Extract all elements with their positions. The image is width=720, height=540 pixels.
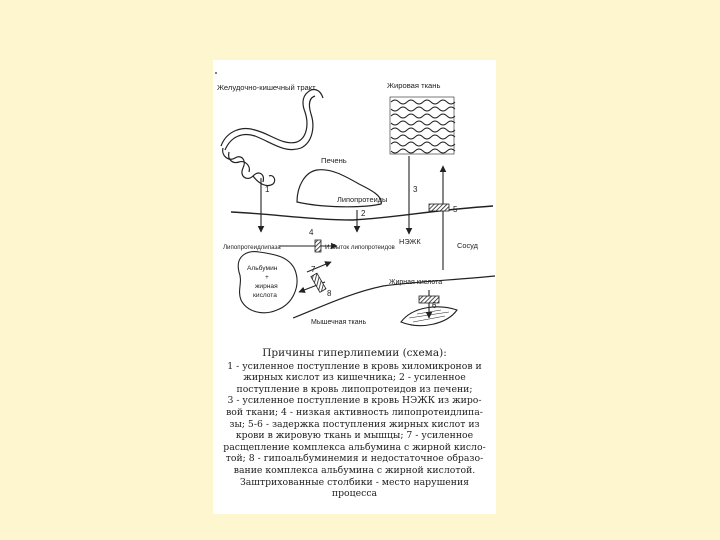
hatched-block-4 xyxy=(315,240,321,252)
caption-line: поступление в кровь липопротеидов из печени; xyxy=(236,383,473,395)
number-7: 7 xyxy=(311,265,316,274)
number-1: 1 xyxy=(265,185,270,194)
caption-title: Причины гиперлипемии (схема): xyxy=(262,347,447,359)
figure-sheet xyxy=(213,60,496,514)
label-liver: Печень xyxy=(321,156,347,165)
label-albumin-3: жирная xyxy=(255,283,278,290)
number-6: 6 xyxy=(432,301,437,310)
caption-line: вой ткани; 4 - низкая активность липопротеидлипа- xyxy=(226,406,483,418)
number-2: 2 xyxy=(361,209,366,218)
number-4: 4 xyxy=(309,228,314,237)
caption-line: 3 - усиленное поступление в кровь НЭЖК из жиро- xyxy=(227,395,482,407)
caption-line: жирных кислот из кишечника; 2 - усиленное xyxy=(243,372,466,384)
label-lipoproteins: Липопротеиды xyxy=(337,195,388,204)
label-albumin-2: + xyxy=(265,274,269,281)
caption-line: крови в жировую ткань и мышцы; 7 - усиленное xyxy=(235,430,474,442)
gi-tract-shape xyxy=(221,89,323,185)
label-lipase: Липопротеидлипаза xyxy=(223,244,281,251)
label-adipose: Жировая ткань xyxy=(387,81,441,90)
dot-mark xyxy=(215,72,217,74)
caption-line: расщепление комплекса альбумина с жирной кисло- xyxy=(223,441,486,453)
caption-line: 1 - усиленное поступление в кровь хиломикронов и xyxy=(227,360,482,372)
number-8: 8 xyxy=(327,289,332,298)
label-muscle: Мышечная ткань xyxy=(311,319,367,326)
hyperlipemia-diagram xyxy=(213,60,496,350)
figure-caption xyxy=(219,348,490,500)
caption-line: той; 8 - гипоальбуминемия и недостаточное образо- xyxy=(225,453,484,465)
label-albumin-4: кислота xyxy=(253,292,277,299)
caption-line: зы; 5-6 - задержка поступления жирных кислот из xyxy=(229,418,480,430)
number-3: 3 xyxy=(413,185,418,194)
label-fatty-acid: Жирная кислота xyxy=(389,279,443,286)
caption-line: процесса xyxy=(331,488,378,500)
label-gi-tract: Желудочно-кишечный тракт xyxy=(217,83,316,92)
caption-line: вание комплекса альбумина с жирной кислотой. xyxy=(233,464,476,476)
caption-line: Заштрихованные столбики - место нарушения xyxy=(239,476,470,488)
adipose-tissue-shape xyxy=(390,97,455,154)
label-albumin-1: Альбумин xyxy=(247,265,278,272)
label-vessel: Сосуд xyxy=(457,241,478,250)
label-nefa: НЭЖК xyxy=(399,237,421,246)
hatched-block-5 xyxy=(429,204,449,211)
label-excess: Избыток липопротеидов xyxy=(325,244,395,251)
number-5: 5 xyxy=(453,205,458,214)
